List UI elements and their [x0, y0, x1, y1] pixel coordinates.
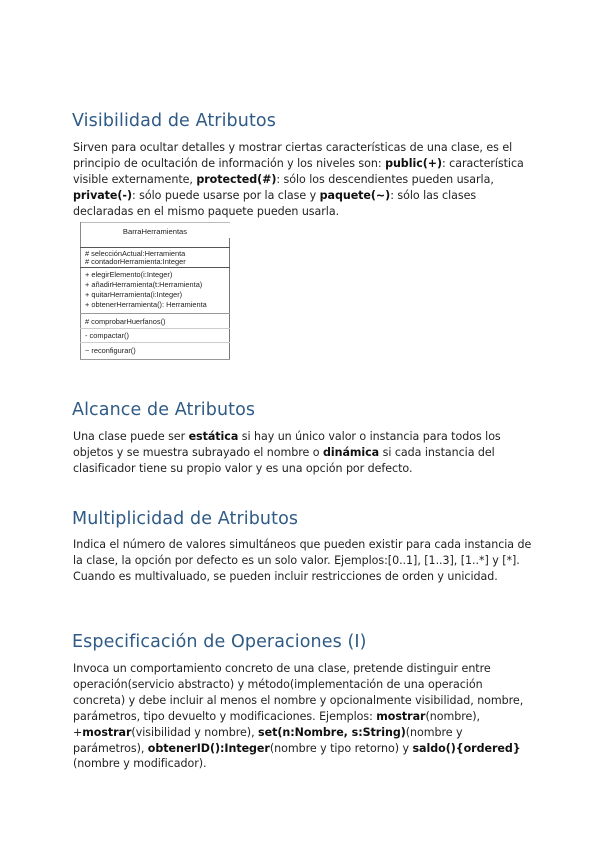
- bold-term: estática: [188, 430, 239, 443]
- uml-operation: - compactar(): [85, 331, 129, 340]
- section-title-multiplicidad: Multiplicidad de Atributos: [72, 509, 299, 529]
- section-title-visibilidad: Visibilidad de Atributos: [72, 111, 276, 131]
- bold-term: obtenerID():Integer: [147, 741, 270, 755]
- bold-term: saldo(){ordered}: [412, 741, 521, 755]
- bold-term: set(n:Nombre, s:String): [258, 725, 406, 739]
- uml-operation: + añadirHerramienta(t:Herramienta): [85, 280, 203, 289]
- uml-class-name: BarraHerramientas: [122, 227, 188, 236]
- text-run: : sólo puede usarse por la clase y: [132, 188, 320, 202]
- bold-term: paquete(~): [319, 188, 391, 202]
- bold-term: dinámica: [322, 445, 380, 459]
- text-run: si hay un único valor o instancia para todos los objetos y se muestra subrayado el nombre o: [73, 430, 501, 459]
- text-run: Sirven para ocultar detalles y mostrar ciertas características de una clase, es el principio de ocultación de información y los niveles son:: [73, 141, 513, 170]
- text-run: (nombre y tipo retorno) y: [269, 741, 413, 755]
- text-run: : sólo los descendientes pueden usarla,: [276, 172, 494, 186]
- text-run: : característica visible externamente,: [73, 156, 524, 186]
- uml-operation: # comprobarHuerfanos(): [85, 317, 166, 326]
- uml-operation: + elegirElemento(i:Integer): [85, 270, 173, 279]
- uml-operation: + obtenerHerramienta(): Herramienta: [85, 300, 207, 309]
- text-run: si cada instancia del clasificador tiene su propio valor y es una opción por defecto.: [73, 445, 495, 475]
- section-text-multiplicidad: [73, 537, 533, 585]
- uml-attribute: # contadorHerramienta:Integer: [85, 257, 186, 266]
- text-run: Una clase puede ser: [73, 430, 189, 443]
- text-run: : sólo las clases declaradas en el mismo paquete pueden usarla.: [73, 188, 477, 218]
- section-text-alcance: [73, 429, 533, 477]
- section-title-operaciones: Especificación de Operaciones (I): [72, 632, 367, 652]
- text-run: (nombre y parámetros),: [73, 725, 463, 755]
- bold-term: private(-): [73, 188, 133, 202]
- text-run: Indica el número de valores simultáneos que pueden existir para cada instancia de la clase, la opción por defecto es un solo valor. Ejemplos:[0..1], [1..3], [1..*] y [*]. Cuando es multivaluado, se pueden incluir restricciones de orden y unicidad.: [73, 538, 532, 583]
- bold-term: mostrar: [376, 709, 426, 723]
- uml-class-diagram: [80, 222, 230, 360]
- uml-operation: + quitarHerramienta(i:Integer): [85, 290, 183, 299]
- bold-term: public(+): [385, 156, 443, 170]
- uml-attribute: # selecciónActual:Herramienta: [85, 249, 186, 258]
- bold-term: mostrar: [82, 725, 132, 739]
- section-title-alcance: Alcance de Atributos: [72, 400, 256, 420]
- bold-term: protected(#): [196, 172, 277, 186]
- uml-operation: ~ reconfigurar(): [85, 346, 136, 355]
- section-text-operaciones: [73, 661, 533, 772]
- text-run: (nombre), +: [73, 709, 480, 739]
- text-run: (nombre y modificador).: [73, 757, 207, 771]
- text-run: Invoca un comportamiento concreto de una clase, pretende distinguir entre operación(servicio abstracto) y método(implementación de una operación concreta) y debe incluir al menos el nombre y opcionalmente visibilidad, nombre, parámetros, tipo devuelto y modificaciones. Ejemplos:: [73, 662, 524, 723]
- text-run: (visibilidad y nombre),: [131, 725, 259, 739]
- section-text-visibilidad: [73, 140, 533, 220]
